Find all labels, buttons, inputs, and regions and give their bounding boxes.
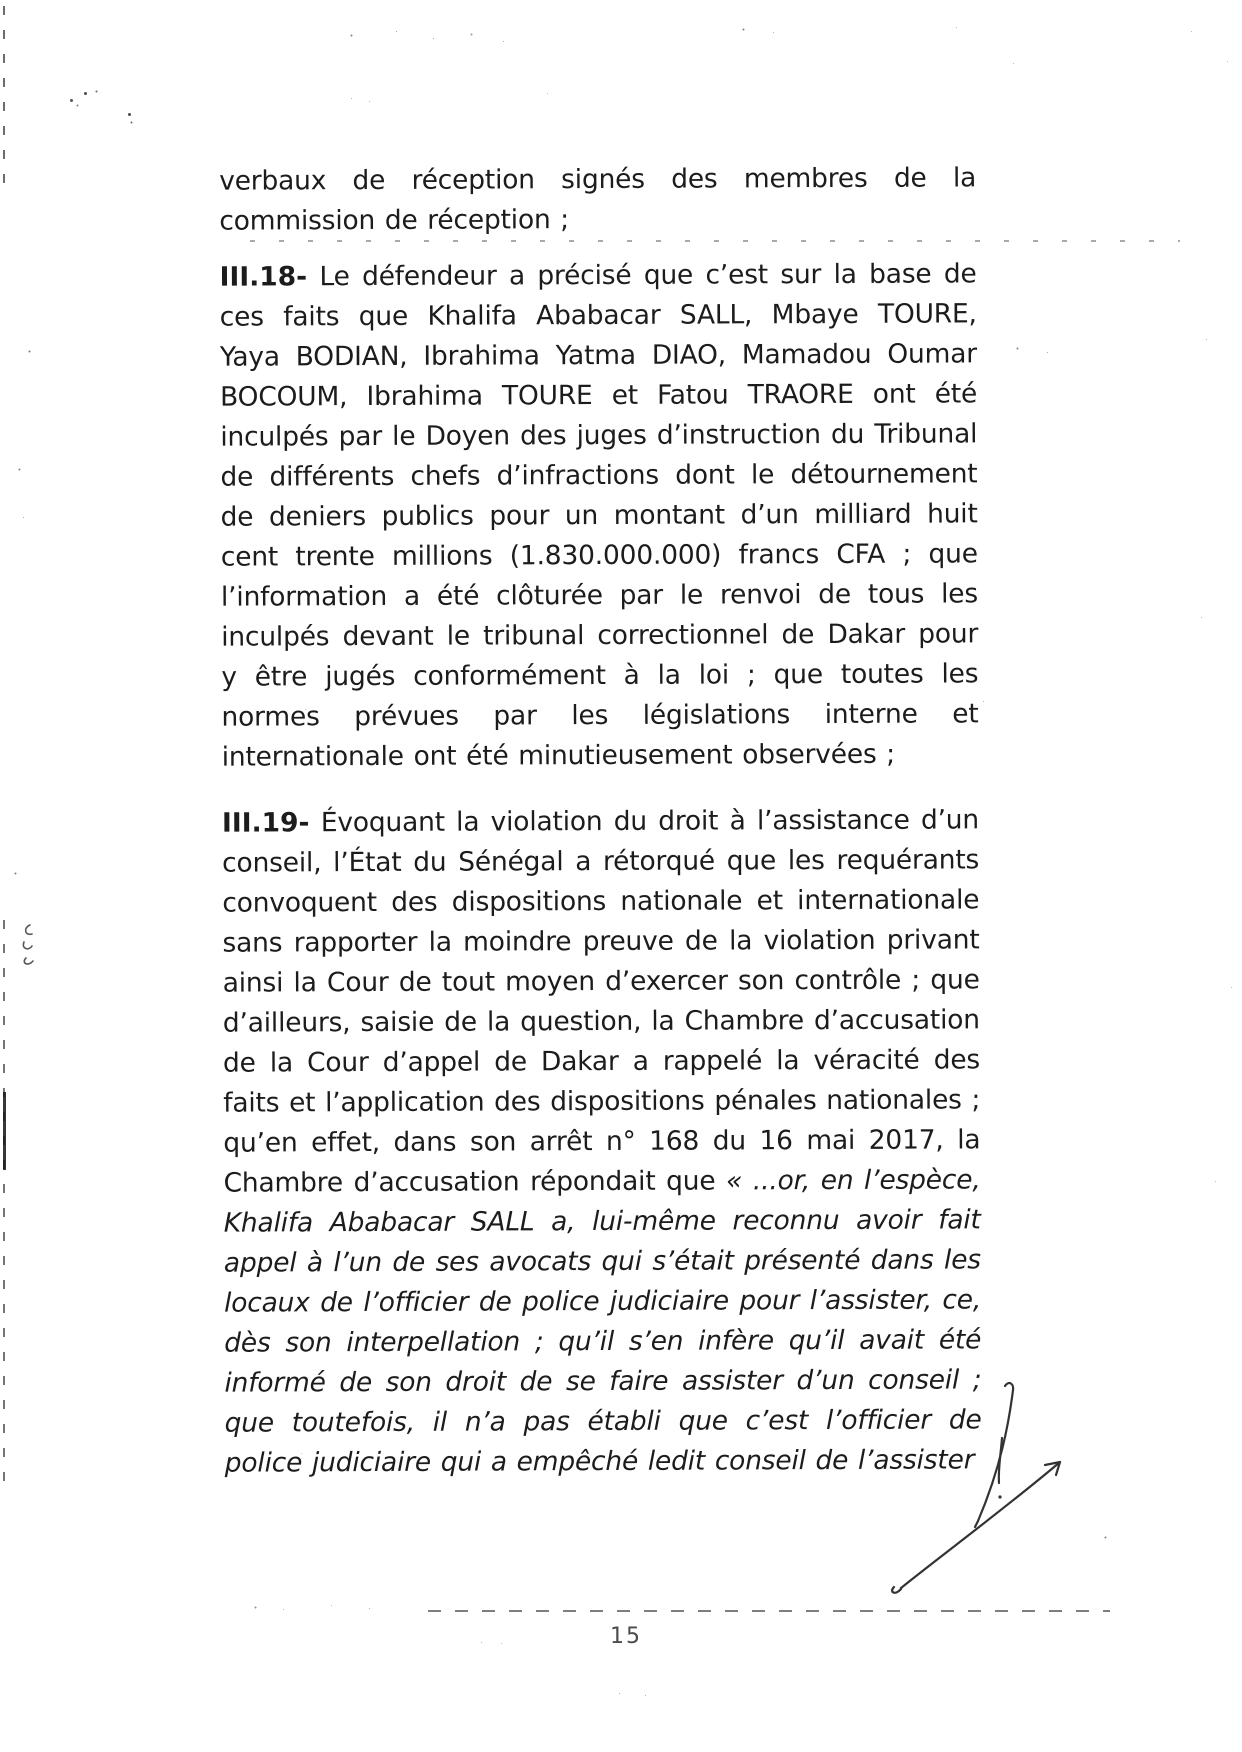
scan-noise — [0, 0, 3, 3]
paragraph-text: verbaux de réception signés des membres de la commission de réception ; — [219, 162, 977, 237]
scan-edge-line-top — [3, 6, 5, 196]
section-number: III.19- — [221, 807, 310, 839]
paragraph-text: Le défendeur a précisé que c’est sur la base de ces faits que Khalifa Ababacar SALL, Mbaye TOURE, Yaya BODIAN, Ibrahima Yatma DIAO, Mamadou Oumar BOCOUM, Ibrahima TOURE et Fatou TRAORE ont été inculpés par le Doyen des juges d’instruction du Tribunal de différents chefs d’infractions dont le détournement de deniers publics pour un montant d’un milliard huit cent trente millions (1.830.000.000) francs CFA ; que l’information a été clôturée par le renvoi de tous les inculpés devant le tribunal correctionnel de Dakar pour y être jugés conformément à la loi ; que toutes les normes prévues par les législations interne et internationale ont été minutieusement observées ; — [219, 258, 979, 773]
handwritten-signature-stroke — [860, 1225, 1120, 1625]
page-number: 15 — [610, 1624, 642, 1649]
margin-scribble — [18, 920, 38, 975]
paragraph-continuation — [219, 158, 976, 241]
section-number: III.18- — [219, 261, 308, 293]
scan-edge-line-bottom — [3, 920, 5, 1490]
quoted-text: « ...or, en l’espèce, Khalifa Ababacar SALL a, lui-même reconnu avoir fait appel à l’un de ses avocats qui s’était présenté dans les locaux de l’officier de police judiciaire pour l’assister, ce, dès son interpellation ; qu’il s’en infère qu’il avait été informé de son droit de se faire assister d’un conseil ; que toutefois, il n’a pas établi que c’est l’officier de police judiciaire qui a empêché ledit conseil de l’assister — [223, 1164, 982, 1479]
paragraph-iii-18 — [220, 254, 979, 777]
paragraph-text: Évoquant la violation du droit à l’assistance d’un conseil, l’État du Sénégal a rétorqué que les requérants convoquent des dispositions nationale et internationale sans rapporter la moindre preuve de la violation privant ainsi la Cour de tout moyen d’exercer son contrôle ; que d’ailleurs, saisie de la question, la Chambre d’accusation de la Cour d’appel de Dakar a rappelé la véracité des faits et l’application des dispositions pénales nationales ; qu’en effet, dans son arrêt n° 168 du 16 mai 2017, la Chambre d’accusation répondait que — [222, 804, 981, 1199]
scan-edge-line-solid — [3, 1092, 6, 1170]
